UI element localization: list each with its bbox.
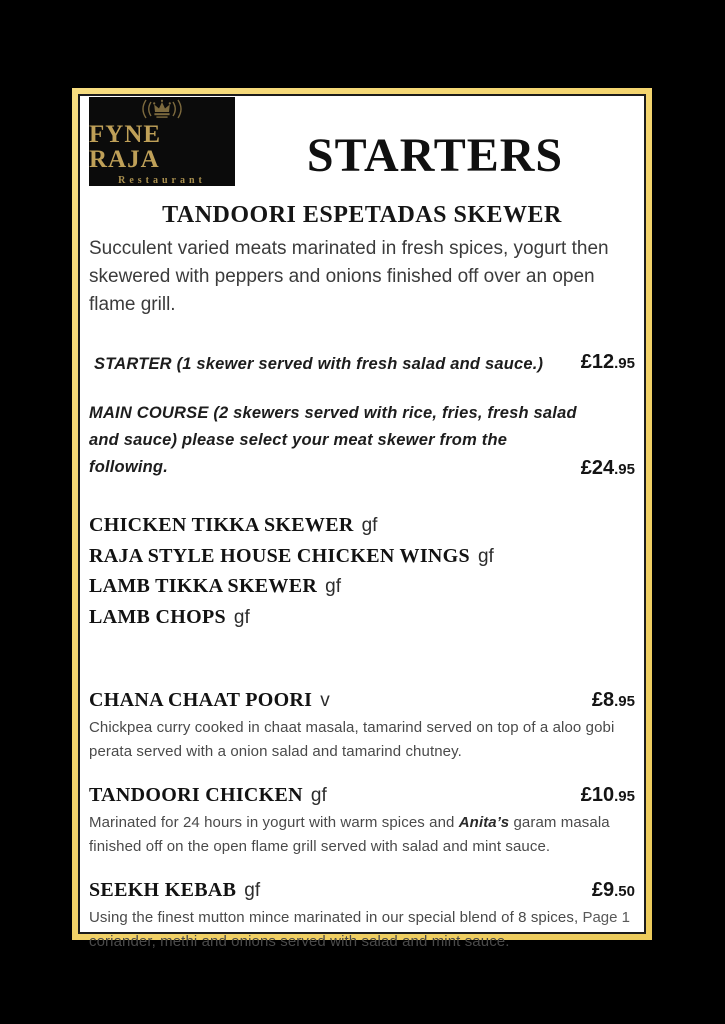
menu-item-name: CHANA CHAAT POORI <box>89 689 313 711</box>
menu-item-chana-chaat-poori <box>89 689 635 764</box>
crown-icon <box>130 98 194 120</box>
gluten-free-tag: gf <box>325 576 341 597</box>
list-item <box>89 542 635 573</box>
menu-item-name: SEEKH KEBAB <box>89 879 237 901</box>
skewer-name: LAMB TIKKA SKEWER <box>89 575 318 597</box>
menu-item-price <box>581 784 635 807</box>
list-item <box>89 572 635 603</box>
menu-item-seekh-kebab <box>89 879 635 954</box>
option-main-course <box>89 400 635 481</box>
menu-item-price <box>592 689 635 712</box>
menu-item-price <box>592 879 635 902</box>
skewer-name: LAMB CHOPS <box>89 605 226 628</box>
feature-description: Succulent varied meats marinated in fresh spices, yogurt then skewered with peppers and onions finished off over an open flame grill. <box>89 238 609 315</box>
list-item <box>89 511 635 542</box>
price-pence: .50 <box>614 883 635 900</box>
menu-item-title <box>89 689 330 712</box>
gluten-free-tag: gf <box>233 606 250 628</box>
menu-item-title <box>89 784 327 807</box>
gluten-free-tag: gf <box>361 515 378 536</box>
menu-item-description: Chickpea curry cooked in chaat masala, tamarind served on top of a aloo gobi perata served with a onion salad and tamarind chutney. <box>89 719 615 760</box>
logo-restaurant-subtitle: Restaurant <box>118 174 206 186</box>
price-pounds: £10 <box>580 784 615 806</box>
logo-restaurant-name: FYNE RAJA <box>89 120 162 173</box>
menu-page-frame <box>72 88 652 950</box>
feature-title: TANDOORI ESPETADAS SKEWER <box>162 202 562 228</box>
vegetarian-tag: v <box>320 690 330 711</box>
menu-item-title <box>89 879 260 902</box>
skewer-list <box>89 511 635 633</box>
price-pence: .95 <box>614 355 635 372</box>
description-text: Marinated for 24 hours in yogurt with warm spices and <box>89 814 459 831</box>
option-starter-label: STARTER (1 skewer served with fresh salad and sauce.) <box>94 355 544 373</box>
page-number: Page 1 <box>582 909 630 926</box>
menu-item-name: TANDOORI CHICKEN <box>89 784 303 806</box>
restaurant-logo <box>89 97 235 186</box>
brand-name-emphasis: Anita’s <box>458 814 510 831</box>
menu-item-tandoori-chicken <box>89 784 635 859</box>
skewer-name: CHICKEN TIKKA SKEWER <box>89 514 354 536</box>
skewer-name: RAJA STYLE HOUSE CHICKEN WINGS <box>89 544 470 567</box>
menu-sheet <box>78 94 646 950</box>
price-pounds: £9 <box>591 879 615 901</box>
option-main-course-label: MAIN COURSE (2 skewers served with rice, fries, fresh salad and sauce) please select your meat skewer from the following. <box>89 404 577 476</box>
menu-item-header <box>89 689 635 712</box>
price-pence: .95 <box>614 461 635 478</box>
menu-item-description <box>89 811 635 859</box>
price-pounds: £12 <box>580 351 615 373</box>
price-pounds: £8 <box>591 689 615 711</box>
description-text: garam masala finished off on the open flame grill served with salad and mint sauce. <box>89 814 610 855</box>
price-pence: .95 <box>614 788 635 805</box>
gluten-free-tag: gf <box>244 880 261 901</box>
gluten-free-tag: gf <box>477 545 494 567</box>
option-starter-price <box>581 351 635 374</box>
list-item <box>89 603 635 634</box>
menu-item-description: Using the finest mutton mince marinated in our special blend of 8 spices, coriander, methi and onions served with salad and mint sauce. <box>89 909 579 950</box>
header <box>89 96 635 186</box>
page-title: STARTERS <box>306 129 564 182</box>
option-starter <box>89 351 635 378</box>
menu-item-header <box>89 784 635 807</box>
price-pounds: £24 <box>580 457 615 479</box>
option-main-course-price <box>581 457 635 480</box>
price-pence: .95 <box>614 693 635 710</box>
gluten-free-tag: gf <box>310 785 327 806</box>
menu-item-header <box>89 879 635 902</box>
